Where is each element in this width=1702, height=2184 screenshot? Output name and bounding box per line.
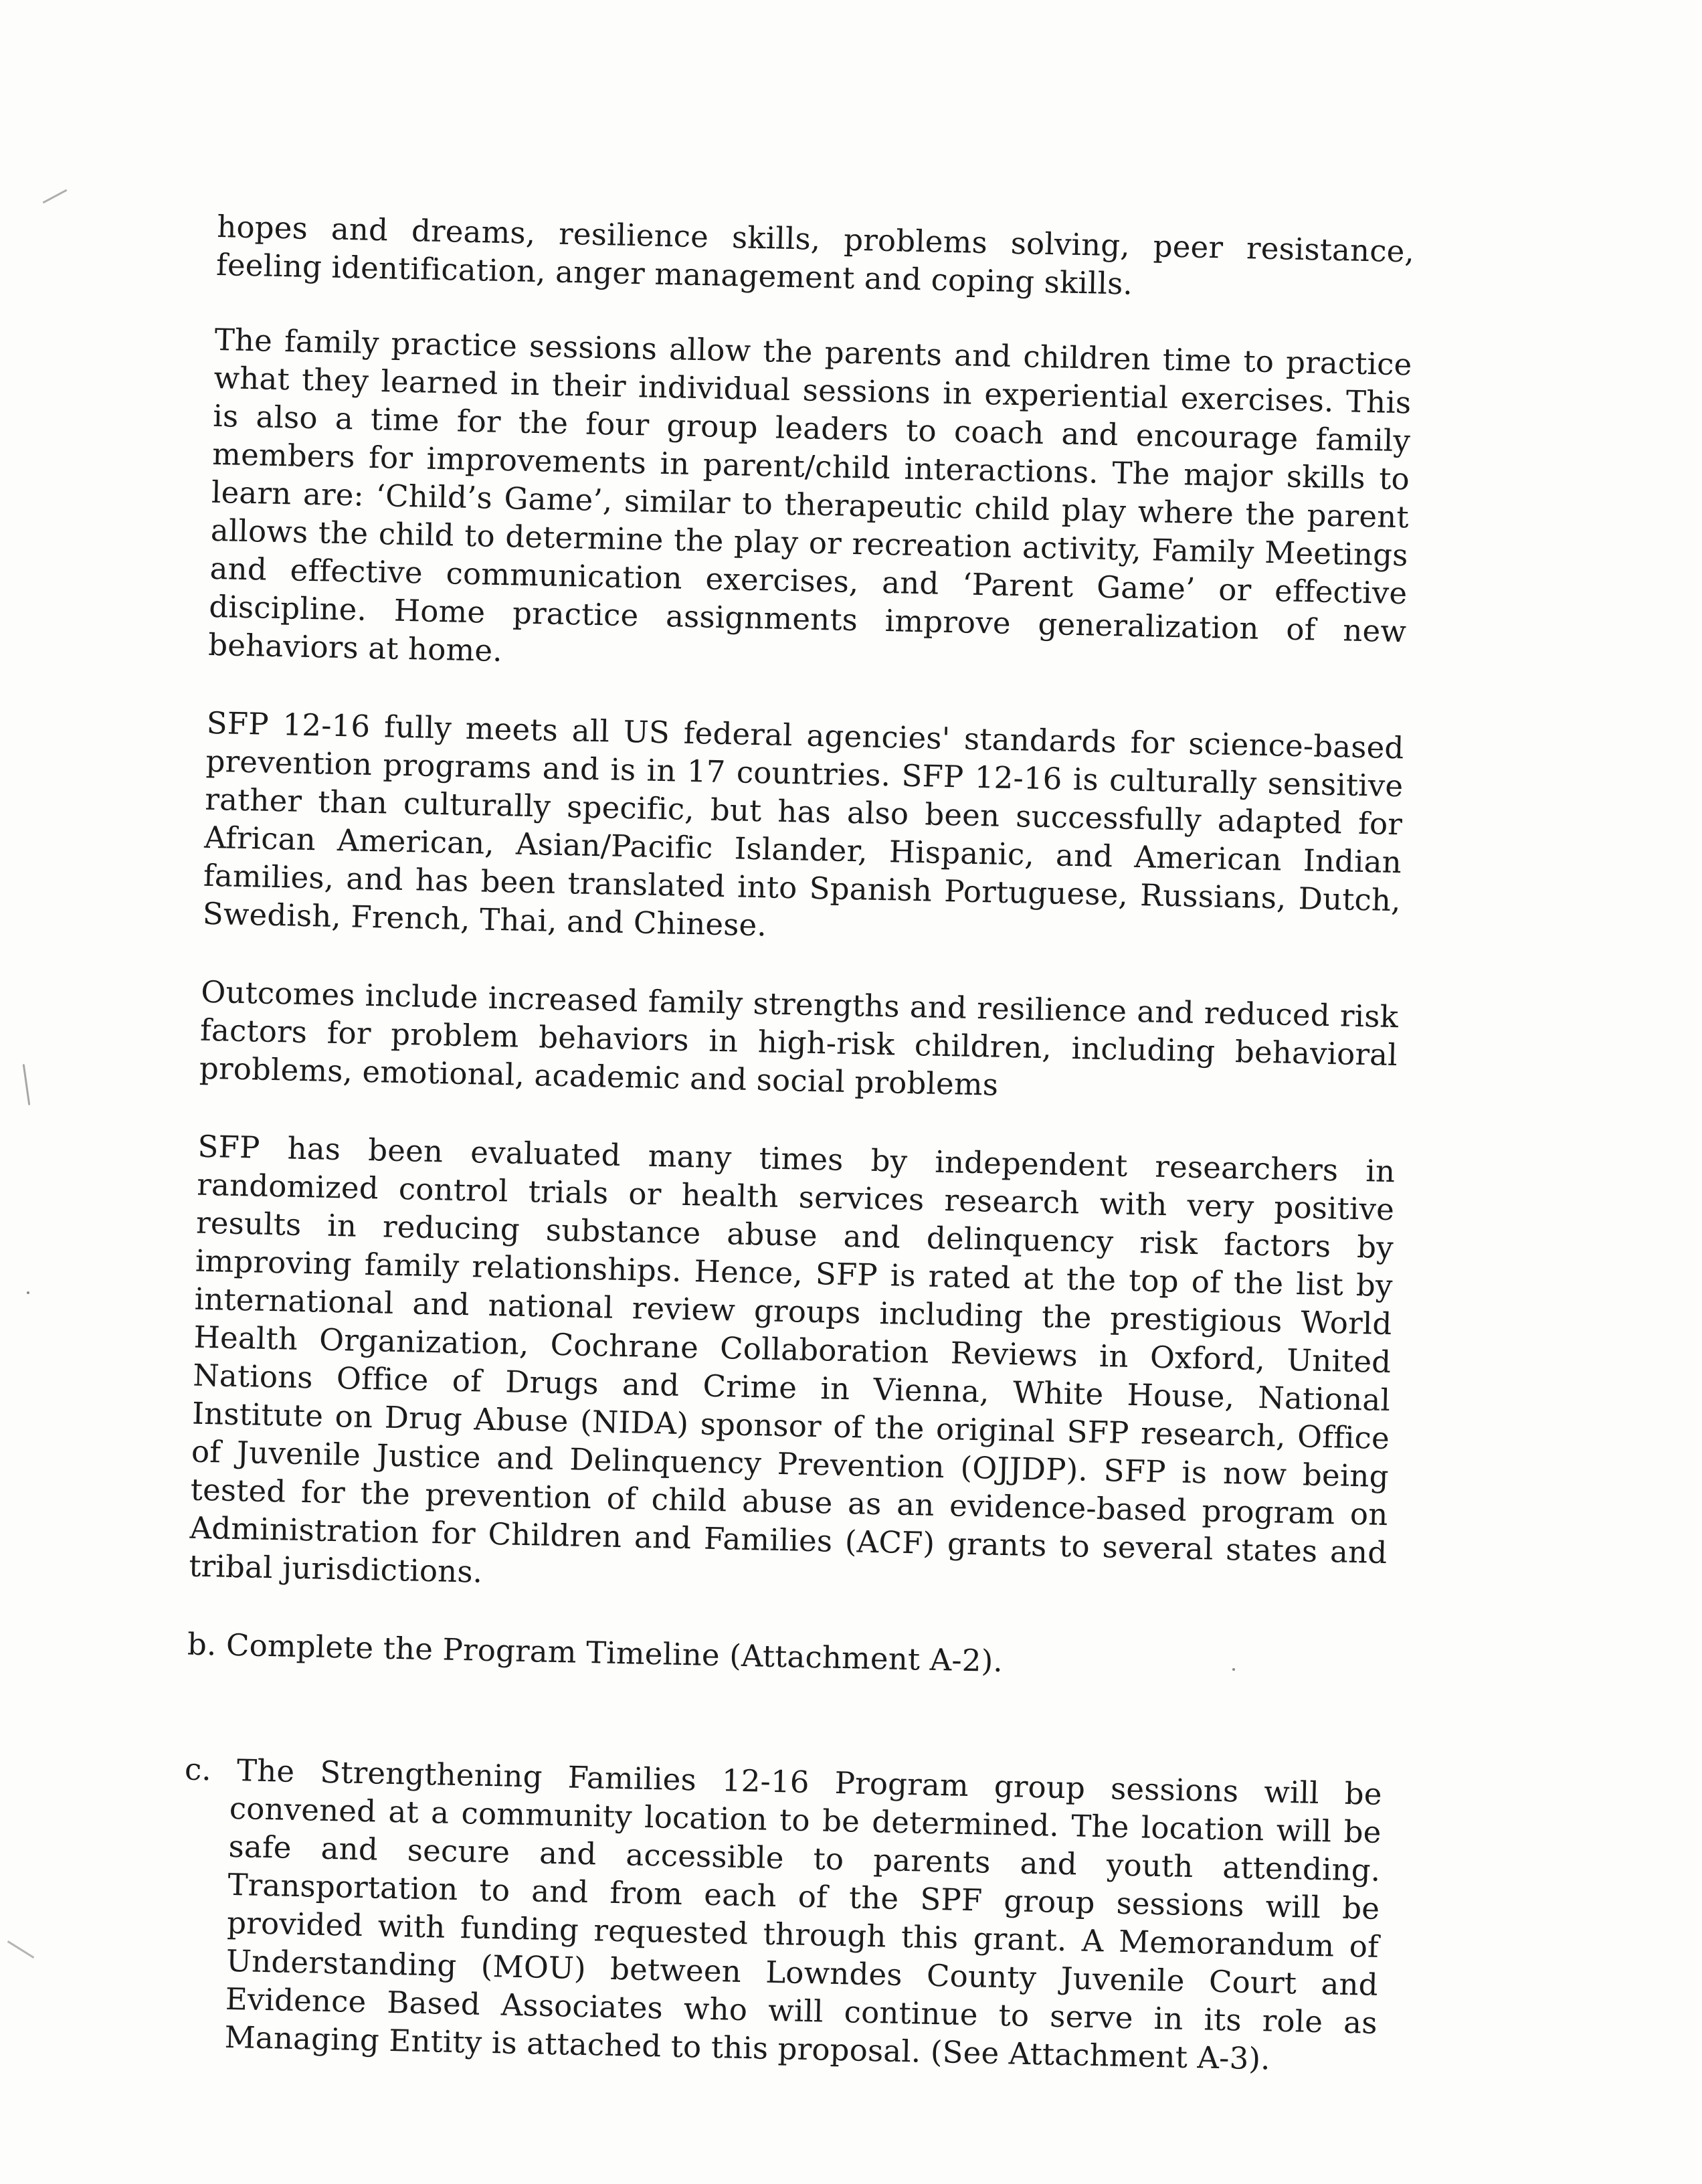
paragraph-family-practice: The family practice sessions allow the parents and children time to practice what they learned in their individual sessions in experiential exercises. This is also a time for the four group leaders to coach and encourage family members for improvements in parent/child interactions. The major skills to learn are: ‘Child’s Game’, similar to therapeutic child play where the parent allows the child to determine the play or recreation activity, Family Meetings and effective communication exercises, and ‘Parent Game’ or effective discipline. Home practice assignments improve generalization of new behaviors at home.	[207, 321, 1413, 669]
paragraph-outcomes: Outcomes include increased family strengths and resilience and reduced risk factors for problem behaviors in high-risk children, including behavioral problems, emotional, academic and social problems	[199, 974, 1399, 1103]
scan-artifact-mark	[23, 1064, 31, 1105]
item-b-program-timeline: b. Complete the Program Timeline (Attachment A-2).	[187, 1626, 1004, 1679]
item-c-group-sessions: c. The Strengthening Families 12-16 Program group sessions will be convened at a community location to be determined. The location will be safe and secure and accessible to parents and youth attending. Transportation to and from each of the SPF group sessions will be provided with funding requested through this grant. A Memorandum of Understanding (MOU) between Lowndes County Juvenile Court and Evidence Based Associates who will continue to serve in its role as Managing Entity is attached to this proposal. (See Attachment A-3).	[184, 1751, 1383, 2077]
scan-speck	[27, 1291, 29, 1294]
document-body	[179, 207, 1414, 2080]
scan-artifact-mark	[43, 189, 68, 203]
paragraph-skills-continuation: hopes and dreams, resilience skills, problems solving, peer resistance, feeling identification, anger management and coping skills.	[215, 208, 1415, 302]
scan-artifact-mark	[7, 1940, 35, 1959]
paragraph-sfp-standards: SFP 12-16 fully meets all US federal agencies' standards for science-based prevention programs and is in 17 countries. SFP 12-16 is culturally sensitive rather than culturally specific, but has also been successfully adapted for African American, Asian/Pacific Islander, Hispanic, and American Indian families, and has been translated into Spanish Portuguese, Russians, Dutch, Swedish, French, Thai, and Chinese.	[202, 705, 1405, 943]
paragraph-evaluation: SFP has been evaluated many times by independent researchers in randomized control trials or health services research with very positive results in reducing substance abuse and delinquency risk factors by improving family relationships. Hence, SFP is rated at the top of the list by international and national review groups including the prestigious World Health Organization, Cochrane Collaboration Reviews in Oxford, United Nations Office of Drugs and Crime in Vienna, White House, National Institute on Drug Abuse (NIDA) sponsor of the original SFP research, Office of Juvenile Justice and Delinquency Prevention (OJJDP). SFP is now being tested for the prevention of child abuse as an evidence-based program on Administration for Children and Families (ACF) grants to several states and tribal jurisdictions.	[188, 1128, 1396, 1590]
